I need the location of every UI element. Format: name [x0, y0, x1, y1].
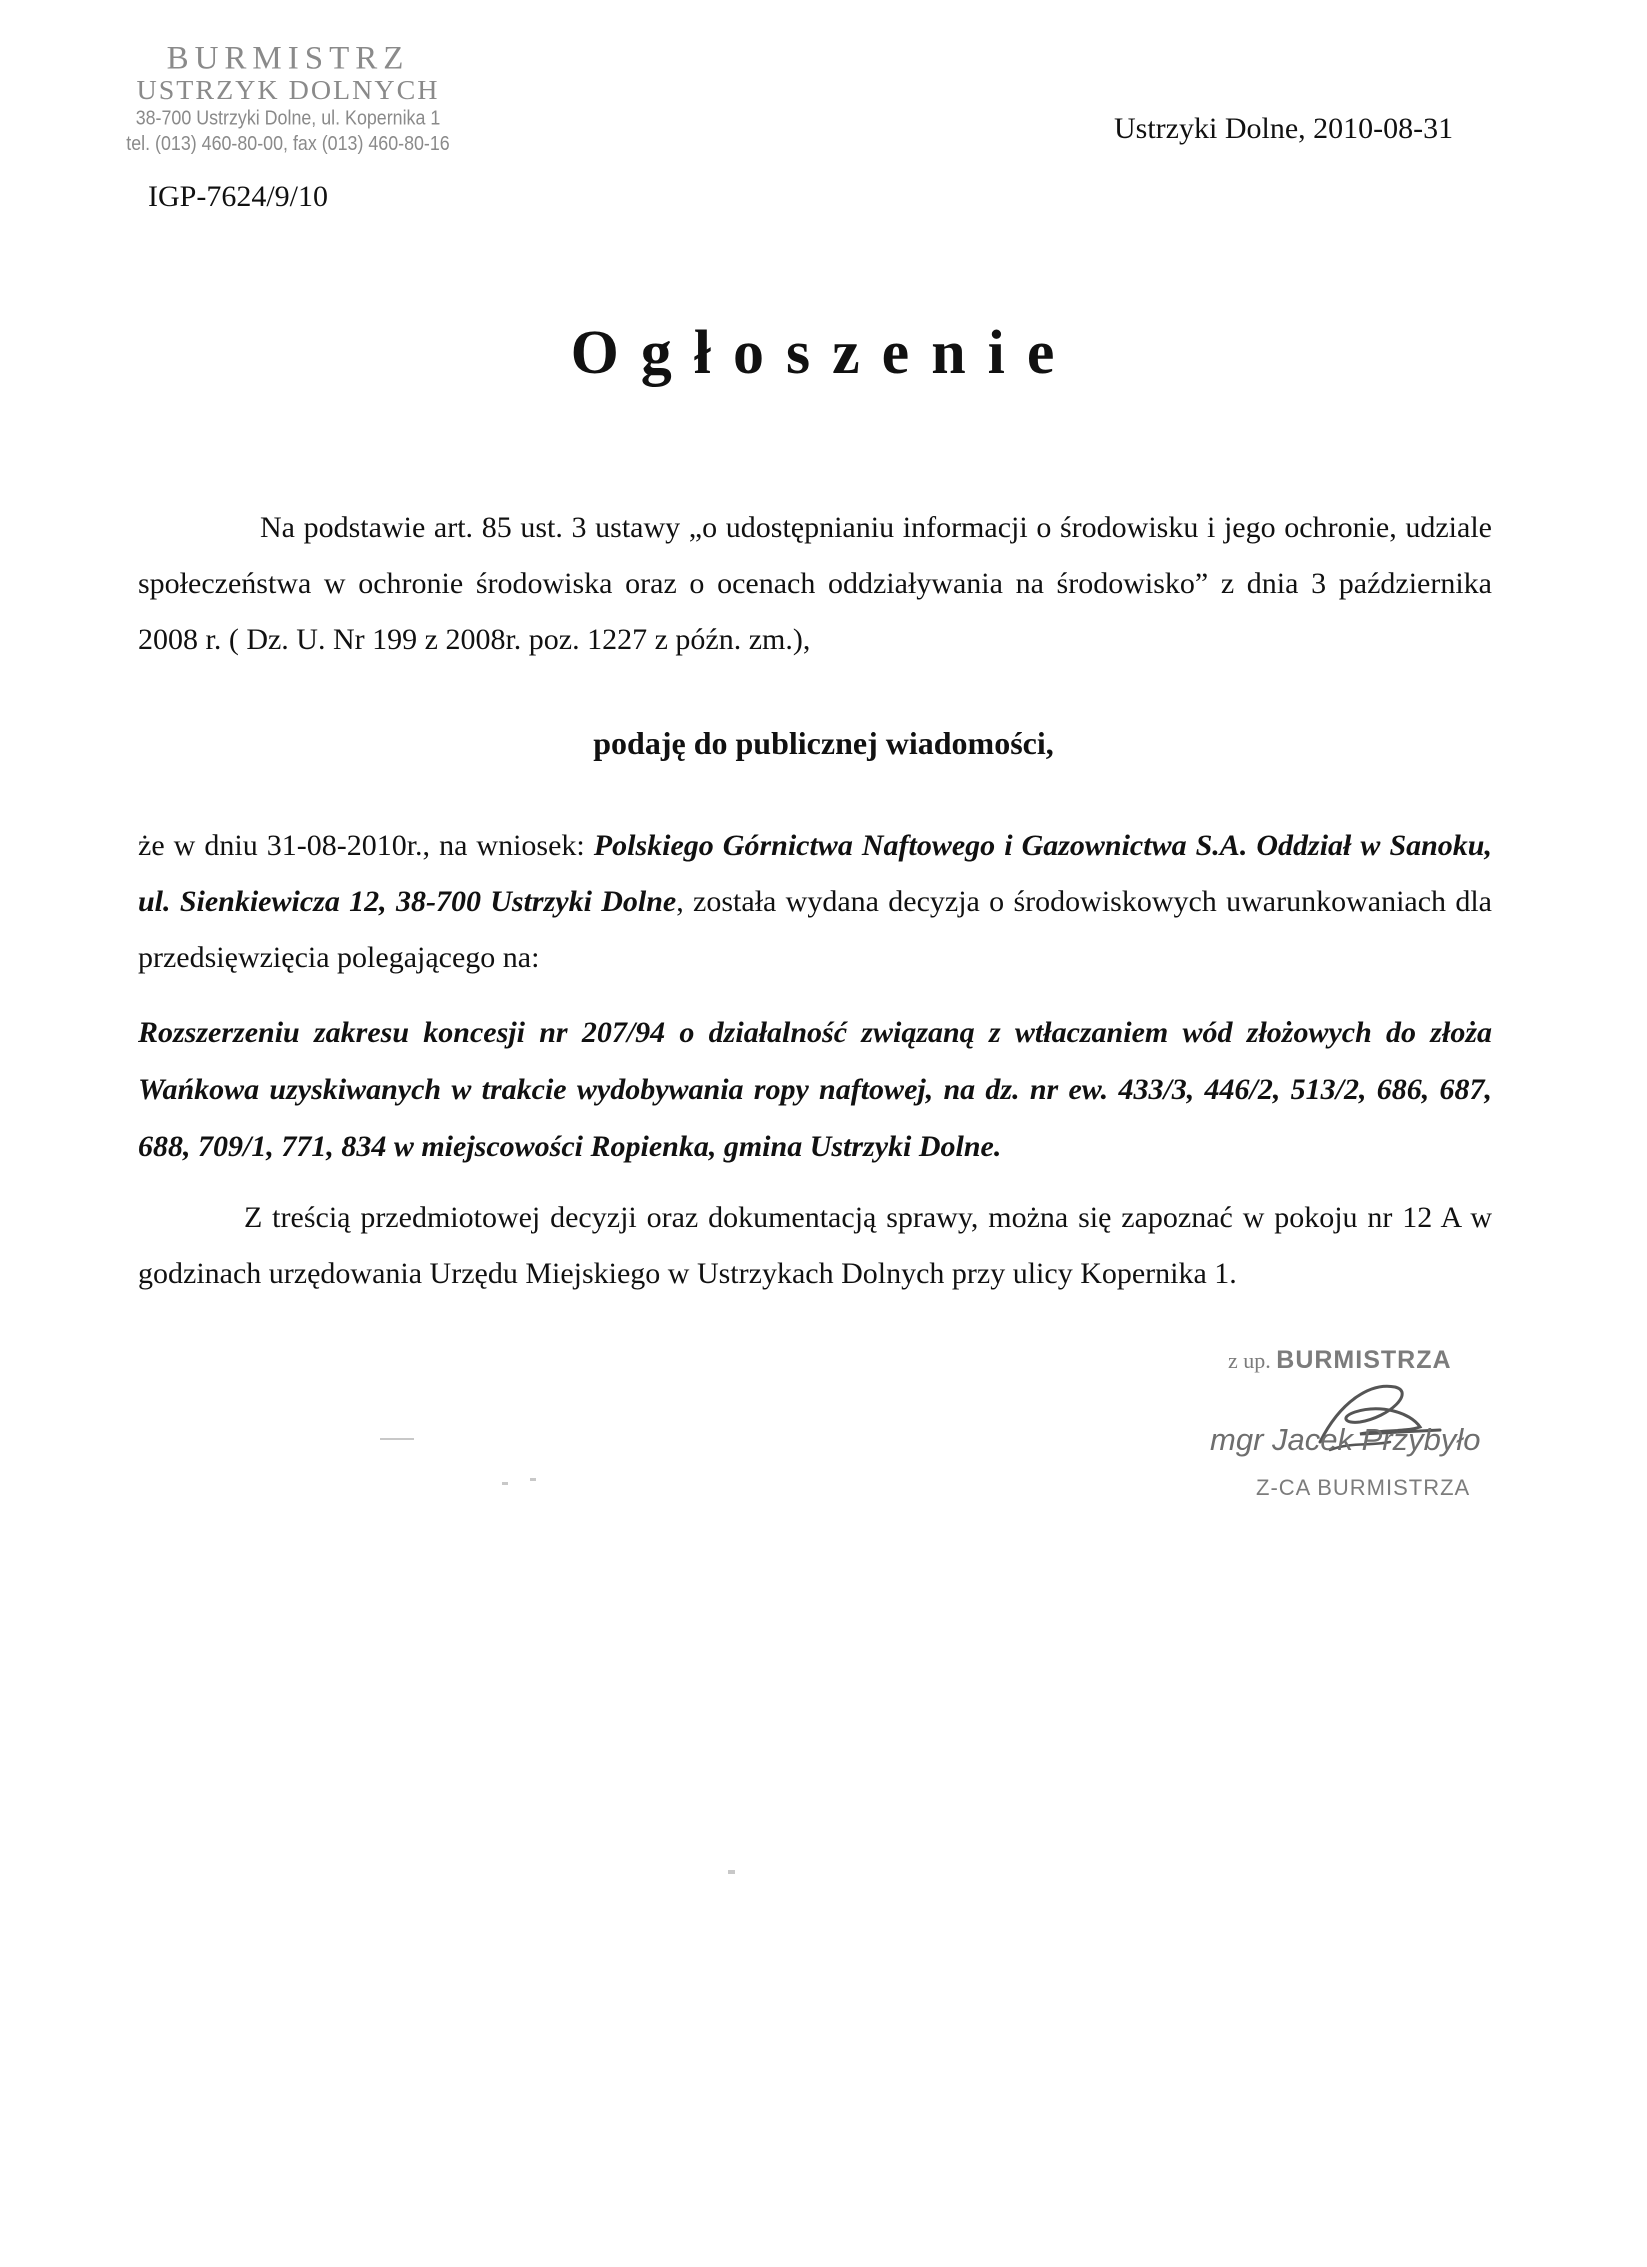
- stamp-address: 38-700 Ustrzyki Dolne, ul. Kopernika 1: [135, 106, 441, 130]
- authority-prefix: z up.: [1228, 1348, 1277, 1373]
- access-info-paragraph: Z treścią przedmiotowej decyzji oraz dokumentacją sprawy, można się zapoznać w pokoju nr 12 A w godzinach urzędowania Urzędu Miejskiego w Ustrzykach Dolnych przy ulicy Kopernika 1.: [138, 1201, 1492, 1290]
- decision-rest: , została wydana decyzja o środowiskowych uwarunkowaniach dla przedsięwzięcia polegającego na:: [138, 885, 1492, 974]
- stamp-office: USTRZYK DOLNYCH: [136, 75, 440, 106]
- scan-speck: [502, 1482, 508, 1485]
- decision-paragraph: [138, 818, 1492, 986]
- scan-speck: [728, 1870, 735, 1874]
- scan-speck: [380, 1438, 414, 1440]
- applicant-name: Polskiego Górnictwa Naftowego i Gazownictwa S.A. Oddział w Sanoku, ul. Sienkiewicza 12, 38-700 Ustrzyki Dolne: [138, 829, 1492, 918]
- authority-title: BURMISTRZA: [1276, 1346, 1452, 1374]
- project-description: Rozszerzeniu zakresu koncesji nr 207/94 o działalność związaną z wtłaczaniem wód złożowych do złoża Wańkowa uzyskiwanych w trakcie wydobywania ropy naftowej, na dz. nr ew. 433/3, 446/2, 513/2, 686, 687, 688, 709/1, 771, 834 w miejscowości Ropienka, gmina Ustrzyki Dolne.: [138, 1016, 1492, 1163]
- decision-intro: że w dniu 31-08-2010r., na wniosek:: [138, 829, 594, 862]
- announcement-heading: podaję do publicznej wiadomości,: [593, 725, 1054, 761]
- scan-speck: [530, 1478, 536, 1481]
- legal-basis-paragraph: Na podstawie art. 85 ust. 3 ustawy „o udostępnianiu informacji o środowisku i jego ochronie, udziale społeczeństwa w ochronie środowiska oraz o ocenach oddziaływania na środowisko” z dnia 3 października 2008 r. ( Dz. U. Nr 199 z 2008r. poz. 1227 z późn. zm.),: [138, 511, 1492, 656]
- mayor-header-stamp: [88, 41, 488, 157]
- reference-number: IGP-7624/9/10: [148, 180, 328, 213]
- signature-authority: [1228, 1346, 1452, 1375]
- document-title: Ogłoszenie: [570, 319, 1077, 387]
- stamp-title: BURMISTRZ: [166, 41, 410, 77]
- document-date: Ustrzyki Dolne, 2010-08-31: [1114, 112, 1454, 145]
- signatory-role: Z-CA BURMISTRZA: [1256, 1475, 1471, 1500]
- stamp-phone: tel. (013) 460-80-00, fax (013) 460-80-16: [126, 132, 450, 155]
- signatory-name: mgr Jacek Przybyło: [1210, 1422, 1481, 1457]
